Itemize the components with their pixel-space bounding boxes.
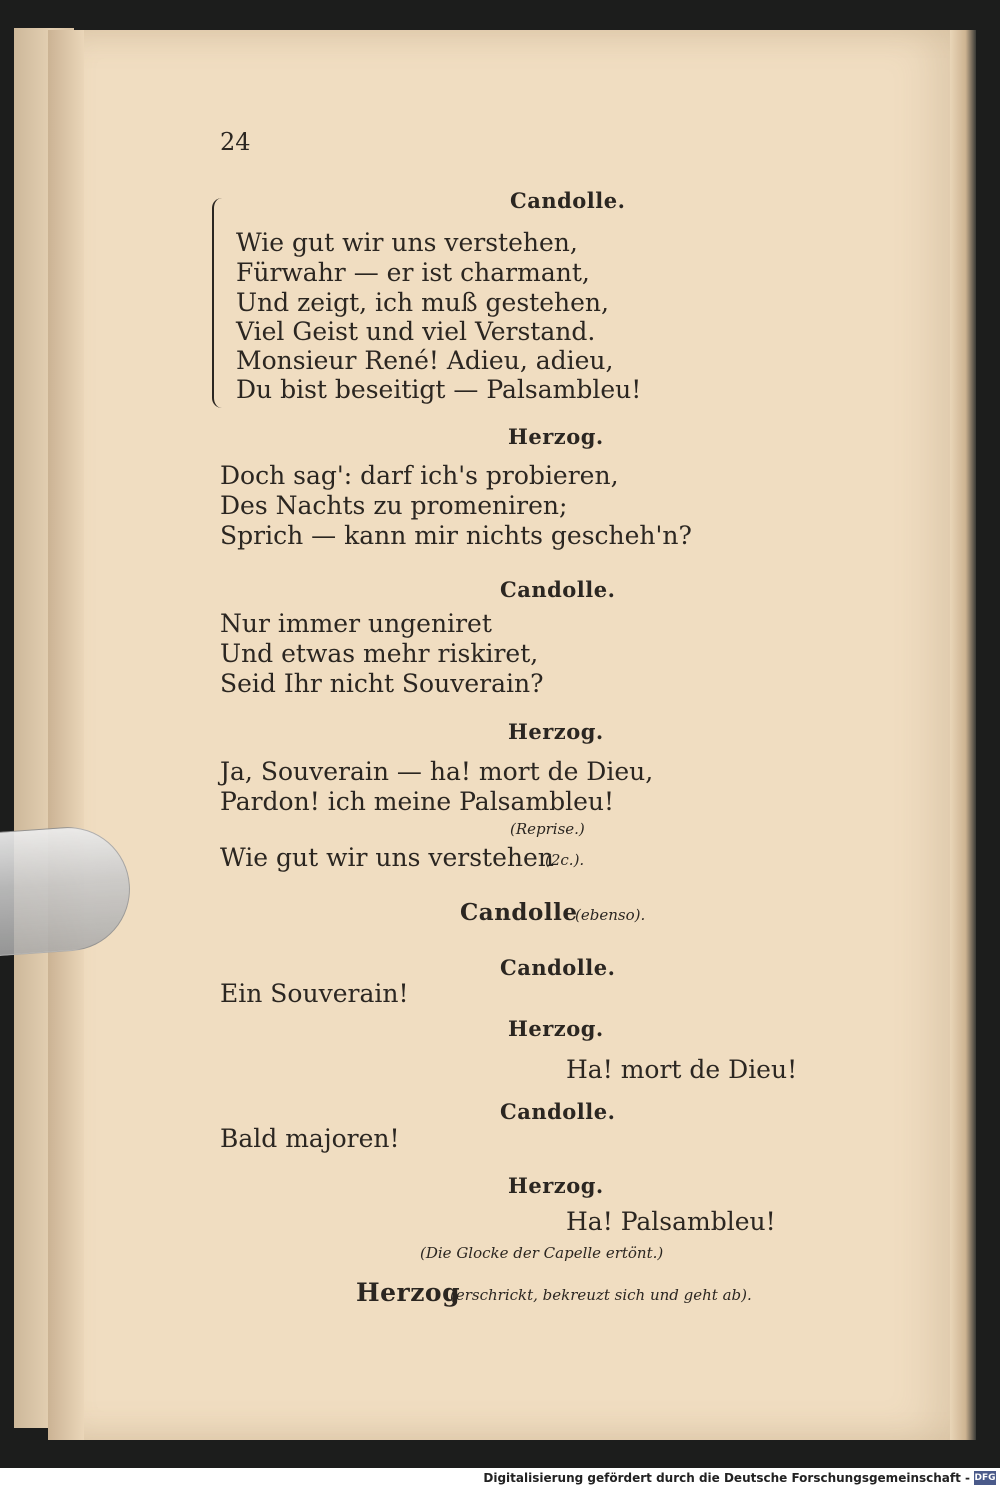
verse-brace (212, 198, 230, 408)
speaker-candolle: Candolle. (500, 577, 616, 602)
verse-line: Doch sag': darf ich's probieren, (220, 461, 619, 490)
stage-direction-bell: (Die Glocke der Capelle ertönt.) (420, 1244, 664, 1262)
speaker-candolle: Candolle (460, 899, 578, 926)
speaker-herzog: Herzog. (508, 1173, 604, 1198)
page-right-edge (950, 30, 976, 1440)
stage-direction-ebenso: (ebenso). (575, 906, 646, 924)
verse-line: Wie gut wir uns verstehen, (236, 228, 578, 257)
verse-line: Des Nachts zu promeniren; (220, 491, 568, 520)
verse-line: Sprich — kann mir nichts gescheh'n? (220, 521, 692, 550)
speaker-candolle: Candolle. (500, 955, 616, 980)
funding-note: Digitalisierung gefördert durch die Deutsche Forschungsgemeinschaft - (483, 1471, 970, 1485)
verse-line: Seid Ihr nicht Souverain? (220, 669, 544, 698)
verse-line: Wie gut wir uns verstehen (220, 843, 554, 872)
page-number: 24 (220, 128, 251, 156)
speaker-candolle: Candolle. (500, 1099, 616, 1124)
verse-line: Ha! mort de Dieu! (566, 1055, 798, 1084)
speaker-herzog: Herzog (356, 1278, 461, 1307)
page-gutter (48, 30, 84, 1440)
verse-line: Ha! Palsambleu! (566, 1207, 776, 1236)
speaker-herzog: Herzog. (508, 719, 604, 744)
verse-line: Und etwas mehr riskiret, (220, 639, 539, 668)
stage-direction-exit: (erschrickt, bekreuzt sich und geht ab). (450, 1286, 752, 1304)
stage-direction-reprise: (Reprise.) (510, 820, 585, 838)
etc-mark: (2c.). (545, 851, 585, 869)
verse-line: Nur immer ungeniret (220, 609, 492, 638)
verse-line: Fürwahr — er ist charmant, (236, 258, 590, 287)
verse-line: Viel Geist und viel Verstand. (236, 317, 596, 346)
verse-line: Pardon! ich meine Palsambleu! (220, 787, 615, 816)
speaker-herzog: Herzog. (508, 1016, 604, 1041)
verse-line: Und zeigt, ich muß gestehen, (236, 288, 609, 317)
dfg-logo: DFG (974, 1473, 996, 1483)
verse-line: Monsieur René! Adieu, adieu, (236, 346, 614, 375)
footer-bar (0, 1468, 1000, 1489)
verse-line: Ein Souverain! (220, 979, 409, 1008)
speaker-herzog: Herzog. (508, 424, 604, 449)
verse-line: Ja, Souverain — ha! mort de Dieu, (220, 757, 654, 786)
speaker-candolle: Candolle. (510, 188, 626, 213)
verse-line: Bald majoren! (220, 1124, 400, 1153)
verse-line: Du bist beseitigt — Palsambleu! (236, 375, 642, 404)
